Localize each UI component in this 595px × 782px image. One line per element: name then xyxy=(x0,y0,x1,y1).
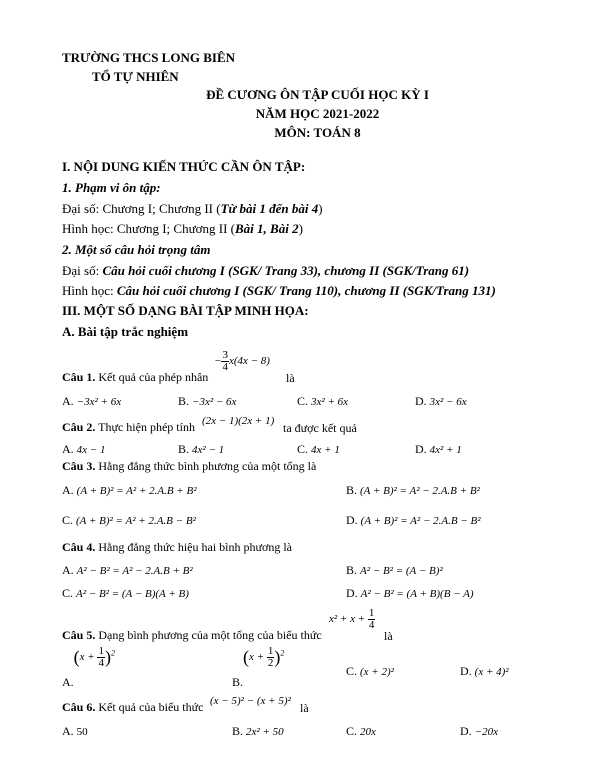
q4-option-d[interactable]: D. A² − B² = (A + B)(B − A) xyxy=(346,586,474,600)
question-6-stem: Câu 6. Kết quả của biểu thức xyxy=(62,700,204,714)
geometry-questions: Hình học: Câu hỏi cuối chương I (SGK/ Trang 110), chương II (SGK/Trang 131) xyxy=(62,283,496,298)
q4-option-a[interactable]: A. A² − B² = A² − 2.A.B + B² xyxy=(62,563,193,577)
section1-sub1: 1. Phạm vi ôn tập: xyxy=(62,180,161,195)
q6-option-d[interactable]: D. −20x xyxy=(460,724,498,738)
question-2-expression: (2x − 1)(2x + 1) xyxy=(202,415,275,427)
q1-option-c[interactable]: C. 3x² + 6x xyxy=(297,394,349,408)
algebra-questions: Đại số: Câu hỏi cuối chương I (SGK/ Trang 33), chương II (SGK/Trang 61) xyxy=(62,263,470,278)
section1-sub2: 2. Một số câu hỏi trọng tâm xyxy=(62,242,211,257)
question-1-expression: − $\frac{3}{4}$ x(4x − 8) xyxy=(214,349,270,373)
q1-option-b[interactable]: B. −3x² − 6x xyxy=(178,394,237,408)
q5-option-b[interactable]: B.(x + $\frac{1}{2}$ )$^2$ xyxy=(232,645,285,690)
question-4-stem: Câu 4. Hằng đẳng thức hiệu hai bình phương là xyxy=(62,540,292,554)
question-1-stem: Câu 1. Kết quả của phép nhân xyxy=(62,370,209,384)
school-name: TRƯỜNG THCS LONG BIÊN xyxy=(62,50,236,65)
question-3-stem: Câu 3. Hằng đẳng thức bình phương của một tổng là xyxy=(62,459,317,473)
q5-option-a[interactable]: A.(x + $\frac{1}{4}$ )$^2$ xyxy=(62,645,115,690)
question-1-tail: là xyxy=(286,371,295,385)
section3-sub-a: A. Bài tập trắc nghiệm xyxy=(62,324,189,339)
geometry-scope: Hình học: Chương I; Chương II (Bài 1, Bài 2) xyxy=(62,221,303,236)
algebra-scope: Đại số: Chương I; Chương II (Từ bài 1 đến bài 4) xyxy=(62,201,323,216)
document-title: ĐỀ CƯƠNG ÔN TẬP CUỐI HỌC KỲ I xyxy=(206,87,429,102)
q2-option-d[interactable]: D. 4x² + 1 xyxy=(415,442,462,456)
q5-option-c[interactable]: C. (x + 2)² xyxy=(346,664,394,678)
question-2-tail: ta được kết quả xyxy=(283,421,357,435)
q4-option-c[interactable]: C. A² − B² = (A − B)(A + B) xyxy=(62,586,189,600)
q6-option-c[interactable]: C. 20x xyxy=(346,724,376,738)
department-name: TỔ TỰ NHIÊN xyxy=(92,69,179,84)
q3-option-a[interactable]: A. (A + B)² = A² + 2.A.B + B² xyxy=(62,483,197,497)
question-6-tail: là xyxy=(300,701,309,715)
question-5-stem: Câu 5. Dạng bình phương của một tổng của biểu thức xyxy=(62,628,322,642)
q1-option-d[interactable]: D. 3x² − 6x xyxy=(415,394,467,408)
section3-heading: III. MỘT SỐ DẠNG BÀI TẬP MINH HỌA: xyxy=(62,303,309,318)
q2-option-c[interactable]: C. 4x + 1 xyxy=(297,442,340,456)
section1-heading: I. NỘI DUNG KIẾN THỨC CẦN ÔN TẬP: xyxy=(62,159,306,174)
q4-option-b[interactable]: B. A² − B² = (A − B)² xyxy=(346,563,443,577)
question-5-tail: là xyxy=(384,629,393,643)
q1-option-a[interactable]: A. −3x² + 6x xyxy=(62,394,122,408)
question-5-expression: x² + x + $\frac{1}{4}$ xyxy=(329,607,375,631)
q3-option-d[interactable]: D. (A + B)² = A² − 2.A.B − B² xyxy=(346,513,481,527)
q3-option-b[interactable]: B. (A + B)² = A² − 2.A.B + B² xyxy=(346,483,480,497)
q2-option-b[interactable]: B. 4x² − 1 xyxy=(178,442,225,456)
question-6-expression: (x − 5)² − (x + 5)² xyxy=(210,695,291,707)
school-year: NĂM HỌC 2021-2022 xyxy=(255,106,380,121)
q2-option-a[interactable]: A. 4x − 1 xyxy=(62,442,106,456)
q3-option-c[interactable]: C. (A + B)² = A² + 2.A.B − B² xyxy=(62,513,196,527)
q5-option-d[interactable]: D. (x + 4)² xyxy=(460,664,509,678)
q6-option-b[interactable]: B. 2x² + 50 xyxy=(232,724,284,738)
subject: MÔN: TOÁN 8 xyxy=(274,125,361,140)
question-2-stem: Câu 2. Thực hiện phép tính xyxy=(62,420,195,434)
q6-option-a[interactable]: A. 50 xyxy=(62,724,88,738)
